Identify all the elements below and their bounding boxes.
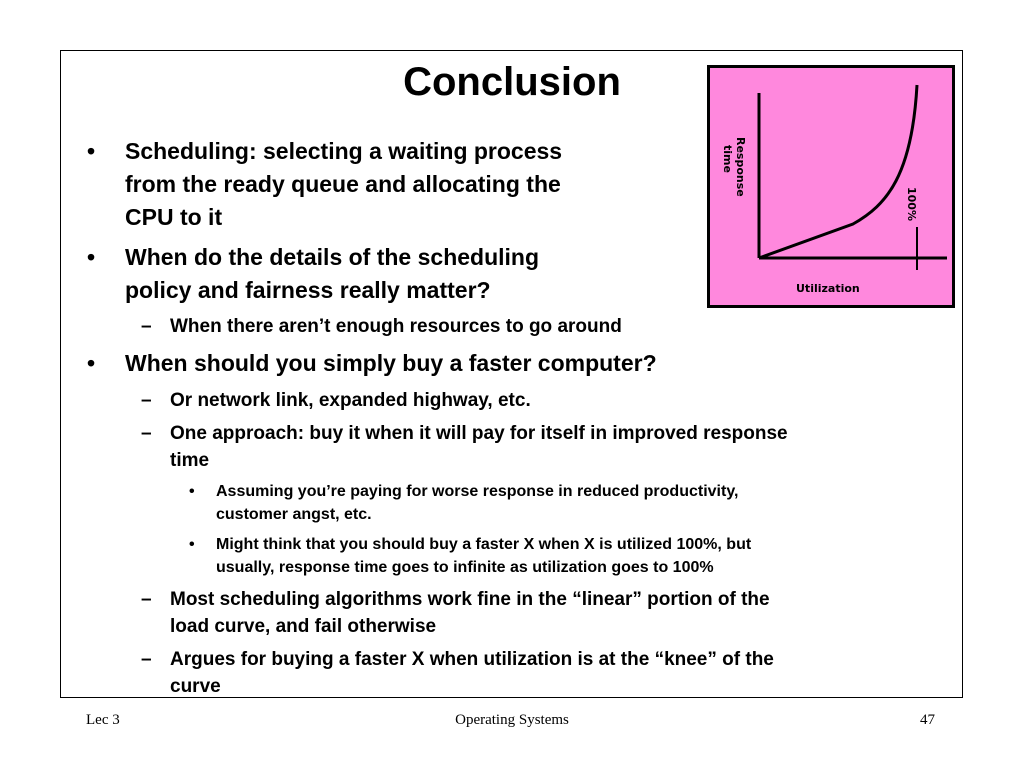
bullet-line: Assuming you’re paying for worse response in reduced productivity,	[216, 483, 739, 500]
bullet-glyph: •	[87, 350, 96, 376]
dash-glyph: –	[141, 390, 152, 411]
slide-title: Conclusion	[403, 60, 621, 104]
bullet-glyph: •	[189, 483, 195, 500]
bullet-faster-computer	[87, 347, 657, 380]
bullet-glyph: •	[189, 536, 195, 553]
marker-label-100: 100%	[905, 187, 918, 221]
bullet-line: policy and fairness really matter?	[125, 277, 491, 303]
dash-glyph: –	[141, 423, 152, 444]
bullet-line: Most scheduling algorithms work fine in the “linear” portion of the	[170, 589, 770, 610]
bullet-line: One approach: buy it when it will pay for itself in improved response	[170, 423, 788, 444]
bullet-line: Scheduling: selecting a waiting process	[125, 138, 563, 164]
response-time-graph	[707, 65, 955, 308]
bullet-scheduling	[87, 135, 563, 234]
sub-bullet-linear	[141, 586, 770, 640]
bullet-line: curve	[170, 676, 221, 697]
bullet-line: When do the details of the scheduling	[125, 244, 540, 270]
bullet-line: usually, response time goes to infinite as utilization goes to 100%	[216, 559, 714, 576]
footer-center: Operating Systems	[455, 712, 569, 728]
sub-bullet-approach	[141, 420, 788, 474]
dash-glyph: –	[141, 316, 152, 337]
footer-page-number: 47	[920, 712, 935, 728]
dash-glyph: –	[141, 589, 152, 610]
footer-left: Lec 3	[86, 712, 120, 728]
sub-bullet-knee	[141, 646, 774, 700]
bullet-line: time	[170, 450, 210, 471]
bullet-glyph: •	[87, 244, 96, 270]
sub-bullet-resources	[141, 313, 622, 340]
sub-sub-bullet-assuming	[189, 480, 739, 526]
bullet-line: When there aren’t enough resources to go around	[170, 316, 622, 337]
sub-bullet-network	[141, 387, 531, 414]
dash-glyph: –	[141, 649, 152, 670]
bullet-glyph: •	[87, 138, 96, 164]
bullet-line: When should you simply buy a faster computer?	[125, 350, 657, 376]
bullet-line: Argues for buying a faster X when utilization is at the “knee” of the	[170, 649, 774, 670]
y-axis-label-line2: time	[721, 145, 734, 173]
bullet-line: CPU to it	[125, 204, 223, 230]
bullet-line: customer angst, etc.	[216, 506, 372, 523]
bullet-details	[87, 241, 540, 307]
x-axis-label: Utilization	[796, 282, 860, 295]
bullet-line: Might think that you should buy a faster X when X is utilized 100%, but	[216, 536, 752, 553]
y-axis-label-line1: Response	[734, 137, 747, 197]
bullet-line: from the ready queue and allocating the	[125, 171, 561, 197]
bullet-line: load curve, and fail otherwise	[170, 616, 437, 637]
bullet-line: Or network link, expanded highway, etc.	[170, 390, 531, 411]
sub-sub-bullet-might-think	[189, 533, 752, 579]
